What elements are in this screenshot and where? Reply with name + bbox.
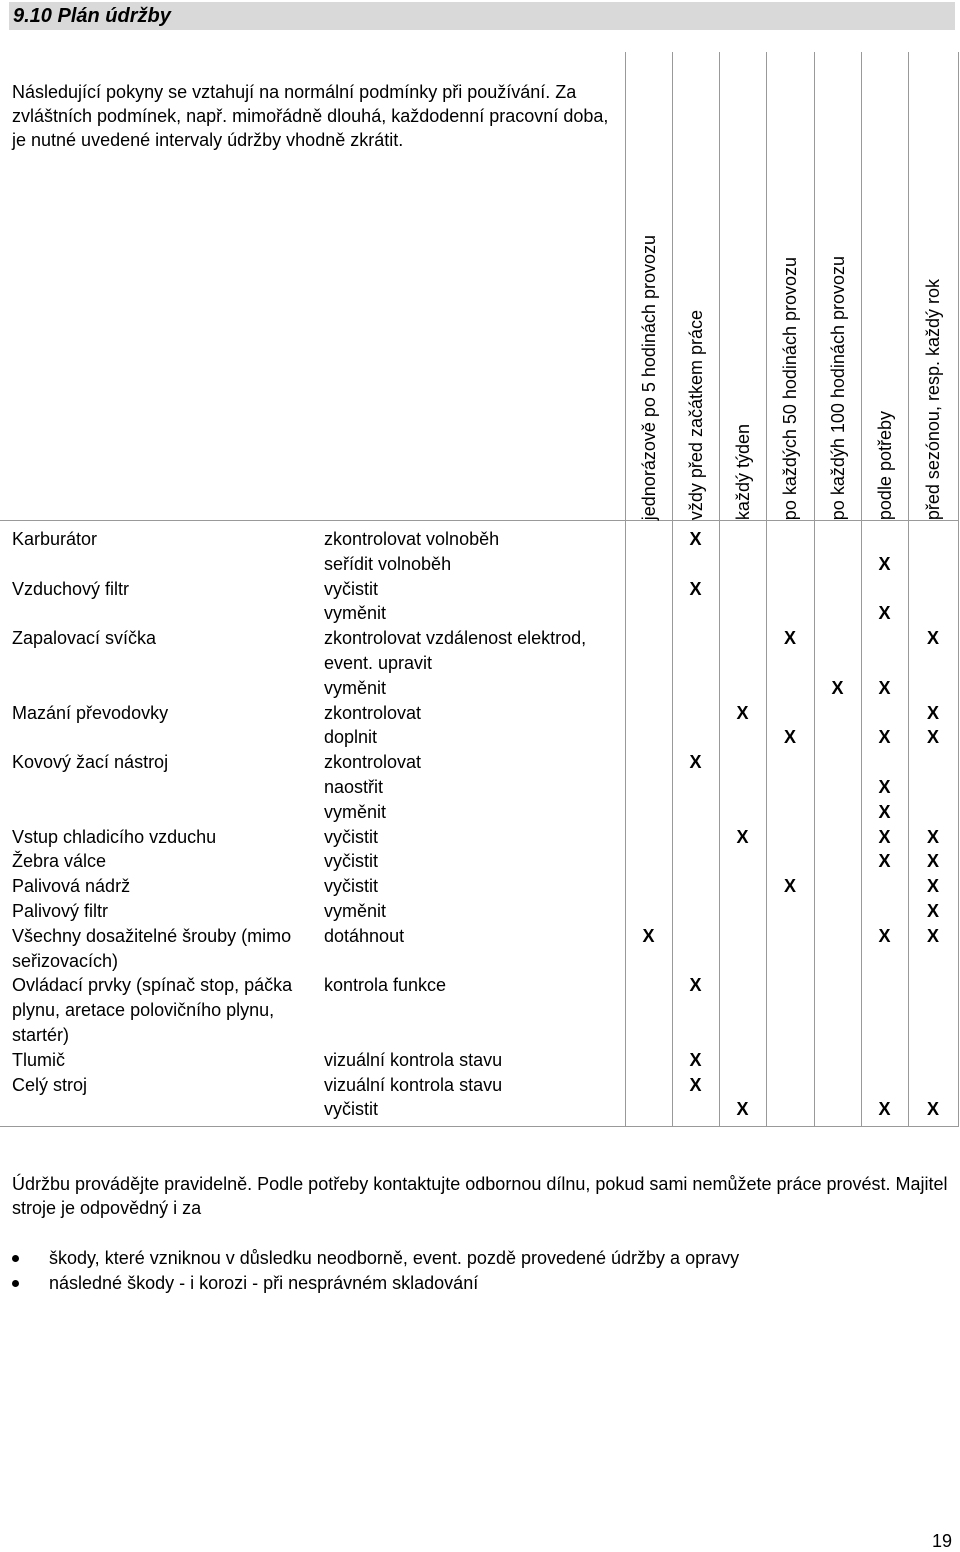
interval-mark-cell: [861, 577, 908, 602]
interval-mark-cell: X: [672, 973, 719, 1047]
maintenance-table: [0, 52, 959, 1127]
interval-mark-cell: [672, 800, 719, 825]
interval-mark-cell: [908, 676, 958, 701]
interval-mark-cell: X: [861, 849, 908, 874]
component-cell: Vstup chladicího vzduchu: [12, 826, 217, 847]
interval-mark-cell: [766, 1073, 814, 1098]
table-header-row: [0, 52, 958, 521]
column-header: [672, 52, 719, 521]
interval-mark-cell: [814, 1048, 861, 1073]
interval-mark-cell: [672, 601, 719, 626]
interval-mark-cell: [814, 775, 861, 800]
interval-mark-cell: [672, 775, 719, 800]
action-cell: zkontrolovat vzdálenost elektrod, event. upravit: [324, 628, 587, 673]
interval-mark-cell: [625, 899, 672, 924]
interval-mark-cell: [814, 973, 861, 1047]
column-header-label: po každýh 100 hodinách provozu: [827, 255, 848, 520]
column-header-label: vždy před začátkem práce: [685, 309, 706, 520]
action-cell: zkontrolovat: [324, 702, 422, 723]
interval-mark-cell: X: [908, 924, 958, 974]
interval-mark-cell: X: [719, 825, 766, 850]
table-row: [0, 874, 958, 899]
page-number: 19: [931, 1531, 952, 1551]
action-cell: vyčistit: [324, 851, 378, 872]
interval-mark-cell: [908, 1048, 958, 1073]
column-header: [814, 52, 861, 521]
list-item-text: škody, které vzniknou v důsledku neodborně, event. pozdě provedené údržby a opravy: [49, 1248, 740, 1268]
interval-mark-cell: [861, 973, 908, 1047]
interval-mark-cell: [672, 825, 719, 850]
interval-mark-cell: [814, 849, 861, 874]
interval-mark-cell: X: [908, 825, 958, 850]
interval-mark-cell: X: [672, 577, 719, 602]
interval-mark-cell: [814, 874, 861, 899]
interval-mark-cell: [625, 973, 672, 1047]
interval-mark-cell: [672, 701, 719, 726]
interval-mark-cell: [719, 601, 766, 626]
interval-mark-cell: [766, 899, 814, 924]
interval-mark-cell: [766, 973, 814, 1047]
interval-mark-cell: [672, 725, 719, 750]
column-header: [908, 52, 958, 521]
interval-mark-cell: [672, 676, 719, 701]
interval-mark-cell: [908, 800, 958, 825]
interval-mark-cell: [814, 800, 861, 825]
component-cell: Mazání převodovky: [12, 702, 169, 723]
interval-mark-cell: [625, 750, 672, 775]
action-cell: zkontrolovat: [324, 752, 422, 773]
interval-mark-cell: [766, 750, 814, 775]
component-cell: Palivový filtr: [12, 900, 109, 921]
component-cell: [0, 676, 312, 701]
table-row: [0, 899, 958, 924]
interval-mark-cell: [625, 1073, 672, 1098]
interval-mark-cell: X: [861, 1097, 908, 1126]
column-header: [719, 52, 766, 521]
interval-mark-cell: [766, 1097, 814, 1126]
component-cell: Kovový žací nástroj: [12, 752, 169, 773]
column-header: [766, 52, 814, 521]
column-header-label: každý týden: [732, 423, 753, 520]
interval-mark-cell: X: [908, 1097, 958, 1126]
interval-mark-cell: [766, 577, 814, 602]
interval-mark-cell: X: [861, 924, 908, 974]
table-row: [0, 601, 958, 626]
interval-mark-cell: X: [908, 701, 958, 726]
bullet-icon: [12, 1280, 19, 1287]
interval-mark-cell: [908, 577, 958, 602]
table-row: [0, 750, 958, 775]
interval-mark-cell: [719, 800, 766, 825]
interval-mark-cell: X: [672, 1048, 719, 1073]
table-row: [0, 825, 958, 850]
action-cell: kontrola funkce: [324, 975, 447, 996]
action-cell: vyměnit: [324, 801, 387, 822]
component-cell: [0, 775, 312, 800]
interval-mark-cell: [625, 1048, 672, 1073]
interval-mark-cell: X: [861, 800, 908, 825]
interval-mark-cell: [625, 601, 672, 626]
interval-mark-cell: [908, 775, 958, 800]
action-cell: doplnit: [324, 727, 378, 748]
interval-mark-cell: [908, 973, 958, 1047]
component-cell: Zapalovací svíčka: [12, 628, 157, 649]
interval-mark-cell: [814, 626, 861, 676]
column-header-label: podle potřeby: [874, 410, 895, 520]
component-cell: Tlumič: [12, 1049, 65, 1070]
interval-mark-cell: X: [861, 725, 908, 750]
table-row: [0, 775, 958, 800]
interval-mark-cell: [625, 775, 672, 800]
interval-mark-cell: X: [766, 874, 814, 899]
interval-mark-cell: X: [861, 552, 908, 577]
component-cell: Vzduchový filtr: [12, 578, 130, 599]
interval-mark-cell: [814, 825, 861, 850]
interval-mark-cell: [625, 552, 672, 577]
interval-mark-cell: [719, 973, 766, 1047]
interval-mark-cell: [766, 775, 814, 800]
table-row: [0, 725, 958, 750]
interval-mark-cell: [814, 701, 861, 726]
interval-mark-cell: [861, 750, 908, 775]
component-cell: Celý stroj: [12, 1074, 88, 1095]
interval-mark-cell: [814, 725, 861, 750]
list-item: [0, 1246, 940, 1271]
interval-mark-cell: [766, 676, 814, 701]
interval-mark-cell: [625, 521, 672, 552]
interval-mark-cell: [908, 521, 958, 552]
table-row: [0, 849, 958, 874]
table-row: [0, 701, 958, 726]
interval-mark-cell: [861, 1048, 908, 1073]
interval-mark-cell: [719, 874, 766, 899]
interval-mark-cell: [719, 676, 766, 701]
interval-mark-cell: [672, 626, 719, 676]
interval-mark-cell: [908, 552, 958, 577]
interval-mark-cell: [719, 775, 766, 800]
bullet-icon: [12, 1255, 19, 1262]
interval-mark-cell: [719, 626, 766, 676]
action-cell: vyměnit: [324, 603, 387, 624]
interval-mark-cell: [814, 1097, 861, 1126]
interval-mark-cell: [625, 701, 672, 726]
interval-mark-cell: [719, 924, 766, 974]
interval-mark-cell: X: [861, 825, 908, 850]
interval-mark-cell: [766, 849, 814, 874]
interval-mark-cell: X: [719, 1097, 766, 1126]
action-cell: vyměnit: [324, 677, 387, 698]
interval-mark-cell: X: [908, 874, 958, 899]
intro-text: Následující pokyny se vztahují na normální podmínky při používání. Za zvláštních podmínek, např. mimořádně dlouhá, každodenní pracovní doba, je nutné uvedené intervaly údržby vhodně zkrátit.: [0, 52, 625, 521]
interval-mark-cell: [861, 874, 908, 899]
interval-mark-cell: [719, 899, 766, 924]
interval-mark-cell: [625, 800, 672, 825]
interval-mark-cell: [719, 849, 766, 874]
action-cell: seřídit volnoběh: [324, 553, 452, 574]
interval-mark-cell: [625, 849, 672, 874]
action-cell: vyměnit: [324, 900, 387, 921]
column-header-label: jednorázově po 5 hodinách provozu: [638, 234, 659, 520]
interval-mark-cell: [625, 825, 672, 850]
interval-mark-cell: [766, 1048, 814, 1073]
interval-mark-cell: [719, 1048, 766, 1073]
column-header-label: po každých 50 hodinách provozu: [780, 256, 801, 520]
action-cell: zkontrolovat volnoběh: [324, 529, 500, 549]
component-cell: Ovládací prvky (spínač stop, páčka plynu, aretace polovičního plynu, startér): [12, 975, 293, 1045]
interval-mark-cell: X: [766, 725, 814, 750]
interval-mark-cell: [672, 552, 719, 577]
interval-mark-cell: [625, 1097, 672, 1126]
table-row: [0, 924, 958, 974]
action-cell: naostřit: [324, 776, 384, 797]
interval-mark-cell: X: [814, 676, 861, 701]
interval-mark-cell: X: [908, 626, 958, 676]
table-row: [0, 1048, 958, 1073]
table-row: [0, 1097, 958, 1126]
action-cell: vizuální kontrola stavu: [324, 1074, 503, 1095]
interval-mark-cell: [672, 899, 719, 924]
interval-mark-cell: [766, 552, 814, 577]
interval-mark-cell: X: [861, 676, 908, 701]
component-cell: Palivová nádrž: [12, 876, 131, 897]
interval-mark-cell: [814, 521, 861, 552]
interval-mark-cell: [861, 1073, 908, 1098]
interval-mark-cell: [766, 825, 814, 850]
interval-mark-cell: [719, 1073, 766, 1098]
interval-mark-cell: X: [719, 701, 766, 726]
table-row: [0, 552, 958, 577]
table-row: [0, 676, 958, 701]
interval-mark-cell: [766, 521, 814, 552]
table-row: [0, 800, 958, 825]
interval-mark-cell: [672, 849, 719, 874]
interval-mark-cell: [908, 1073, 958, 1098]
interval-mark-cell: [719, 577, 766, 602]
action-cell: vyčistit: [324, 876, 378, 897]
interval-mark-cell: X: [625, 924, 672, 974]
interval-mark-cell: [672, 1097, 719, 1126]
interval-mark-cell: [625, 676, 672, 701]
interval-mark-cell: X: [861, 601, 908, 626]
footer-paragraph: Údržbu provádějte pravidelně. Podle potřeby kontaktujte odbornou dílnu, pokud sami nemůžete práce provést. Majitel stroje je odpovědný i za: [12, 1174, 948, 1218]
interval-mark-cell: [814, 577, 861, 602]
column-header: [861, 52, 908, 521]
interval-mark-cell: [861, 626, 908, 676]
action-cell: vyčistit: [324, 578, 378, 599]
interval-mark-cell: [766, 800, 814, 825]
component-cell: [0, 725, 312, 750]
interval-mark-cell: [625, 626, 672, 676]
component-cell: Žebra válce: [12, 851, 107, 872]
action-cell: dotáhnout: [324, 925, 405, 946]
table-row: [0, 577, 958, 602]
column-header-label: před sezónou, resp. každý rok: [923, 278, 944, 520]
action-cell: vyčistit: [324, 826, 378, 847]
interval-mark-cell: [814, 552, 861, 577]
table-row: [0, 1073, 958, 1098]
component-cell: [0, 552, 312, 577]
component-cell: [0, 1097, 312, 1126]
table-row: [0, 521, 958, 552]
interval-mark-cell: [908, 601, 958, 626]
action-cell: vyčistit: [312, 1097, 625, 1126]
interval-mark-cell: [625, 577, 672, 602]
page-title: 9.10 Plán údržby: [13, 5, 171, 27]
interval-mark-cell: X: [908, 725, 958, 750]
interval-mark-cell: [672, 874, 719, 899]
interval-mark-cell: [861, 701, 908, 726]
component-cell: [0, 601, 312, 626]
interval-mark-cell: X: [672, 521, 719, 552]
table-row: [0, 626, 958, 676]
interval-mark-cell: [672, 924, 719, 974]
column-header: [625, 52, 672, 521]
interval-mark-cell: [766, 701, 814, 726]
interval-mark-cell: [719, 725, 766, 750]
component-cell: [0, 800, 312, 825]
interval-mark-cell: [814, 601, 861, 626]
interval-mark-cell: X: [672, 750, 719, 775]
table-body: [0, 521, 958, 1127]
interval-mark-cell: [814, 899, 861, 924]
interval-mark-cell: [625, 725, 672, 750]
interval-mark-cell: [625, 874, 672, 899]
table-row: [0, 973, 958, 1047]
interval-mark-cell: [719, 552, 766, 577]
interval-mark-cell: [814, 924, 861, 974]
interval-mark-cell: [719, 521, 766, 552]
interval-mark-cell: [908, 750, 958, 775]
interval-mark-cell: X: [766, 626, 814, 676]
interval-mark-cell: [719, 750, 766, 775]
interval-mark-cell: [766, 601, 814, 626]
list-item-text: následné škody - i korozi - při nesprávném skladování: [49, 1272, 479, 1293]
component-cell: Karburátor: [12, 529, 98, 549]
interval-mark-cell: [766, 924, 814, 974]
liability-list: [0, 1246, 940, 1295]
interval-mark-cell: X: [672, 1073, 719, 1098]
interval-mark-cell: [814, 750, 861, 775]
interval-mark-cell: X: [908, 849, 958, 874]
interval-mark-cell: X: [861, 775, 908, 800]
interval-mark-cell: [861, 521, 908, 552]
section-title-bar: [9, 2, 955, 30]
interval-mark-cell: [814, 1073, 861, 1098]
list-item: [0, 1271, 940, 1296]
component-cell: Všechny dosažitelné šrouby (mimo seřizovacích): [12, 925, 292, 971]
interval-mark-cell: [861, 899, 908, 924]
interval-mark-cell: X: [908, 899, 958, 924]
action-cell: vizuální kontrola stavu: [324, 1049, 503, 1070]
